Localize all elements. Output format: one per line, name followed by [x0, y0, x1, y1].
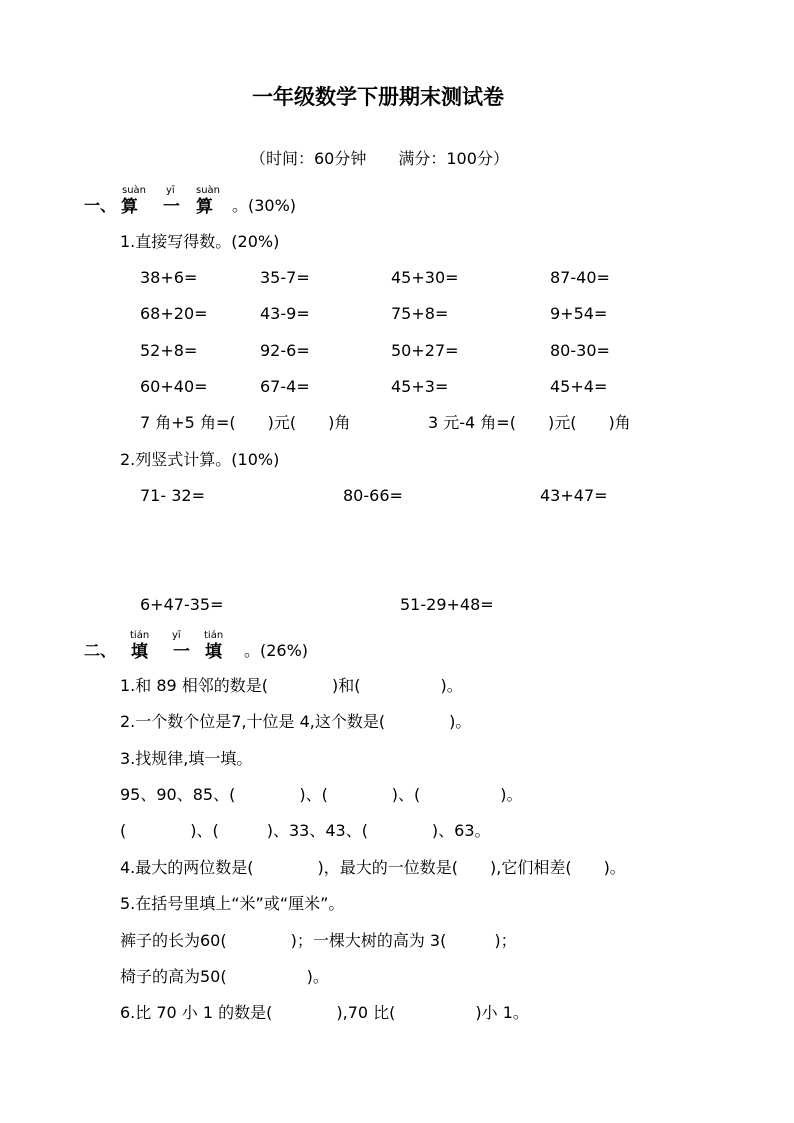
section2-pinyin-1: tián	[130, 630, 150, 641]
exam-info: （时间：60分钟 满分：100分）	[250, 149, 509, 168]
section1-score: 。(30%)	[232, 196, 297, 215]
calc-item: 45+3=	[391, 377, 449, 396]
calc-item: 80-30=	[550, 341, 610, 360]
section2-char-1: 填	[131, 642, 148, 662]
vertical-calc-item: 51-29+48=	[400, 595, 494, 614]
fill-question: 95、90、85、( )、( )、( )。	[120, 785, 523, 804]
section2-char-3: 填	[205, 642, 222, 662]
q2-title: 2.列竖式计算。(10%)	[120, 450, 280, 469]
fill-question: 裤子的长为60( )；一棵大树的高为 3( )；	[120, 931, 517, 950]
page-title: 一年级数学下册期末测试卷	[252, 84, 504, 109]
fill-question: 2.一个数个位是7,十位是 4,这个数是( )。	[120, 712, 472, 731]
section2-score: 。(26%)	[244, 641, 309, 660]
q1-title: 1.直接写得数。(20%)	[120, 232, 280, 251]
calc-item: 92-6=	[260, 341, 310, 360]
fill-question: 6.比 70 小 1 的数是( ),70 比( )小 1。	[120, 1003, 529, 1022]
vertical-calc-item: 6+47-35=	[140, 595, 224, 614]
calc-item: 87-40=	[550, 268, 610, 287]
calc-item: 60+40=	[140, 377, 208, 396]
section1-char-3: 算	[196, 197, 213, 217]
calc-item: 43-9=	[260, 304, 310, 323]
money-item: 3 元-4 角=( )元( )角	[428, 413, 631, 432]
section2-pinyin-3: tián	[204, 630, 224, 641]
section1-char-1: 算	[121, 197, 138, 217]
section1-pinyin-3: suàn	[196, 185, 221, 196]
section1-number: 一、	[84, 196, 117, 215]
calc-item: 52+8=	[140, 341, 198, 360]
calc-item: 45+4=	[550, 377, 608, 396]
vertical-calc-item: 71- 32=	[140, 486, 205, 505]
vertical-calc-item: 80-66=	[343, 486, 403, 505]
calc-item: 67-4=	[260, 377, 310, 396]
money-item: 7 角+5 角=( )元( )角	[140, 413, 351, 432]
section1-char-2: 一	[163, 197, 180, 217]
section2-number: 二、	[84, 641, 117, 660]
fill-question: 3.找规律,填一填。	[120, 749, 253, 768]
section2-pinyin-2: yī	[172, 630, 181, 641]
section1-pinyin-2: yī	[166, 185, 175, 196]
calc-item: 35-7=	[260, 268, 310, 287]
calc-item: 38+6=	[140, 268, 198, 287]
fill-question: 5.在括号里填上“米”或“厘米”。	[120, 894, 345, 913]
section1-pinyin-1: suàn	[122, 185, 147, 196]
fill-question: 4.最大的两位数是( )，最大的一位数是( ),它们相差( )。	[120, 858, 626, 877]
calc-item: 50+27=	[391, 341, 459, 360]
vertical-calc-item: 43+47=	[540, 486, 608, 505]
calc-item: 68+20=	[140, 304, 208, 323]
calc-item: 45+30=	[391, 268, 459, 287]
calc-item: 75+8=	[391, 304, 449, 323]
section2-char-2: 一	[173, 642, 190, 662]
fill-question: 椅子的高为50( )。	[120, 967, 329, 986]
calc-item: 9+54=	[550, 304, 608, 323]
fill-question: ( )、( )、33、43、( )、63。	[120, 821, 491, 840]
fill-question: 1.和 89 相邻的数是( )和( )。	[120, 676, 463, 695]
